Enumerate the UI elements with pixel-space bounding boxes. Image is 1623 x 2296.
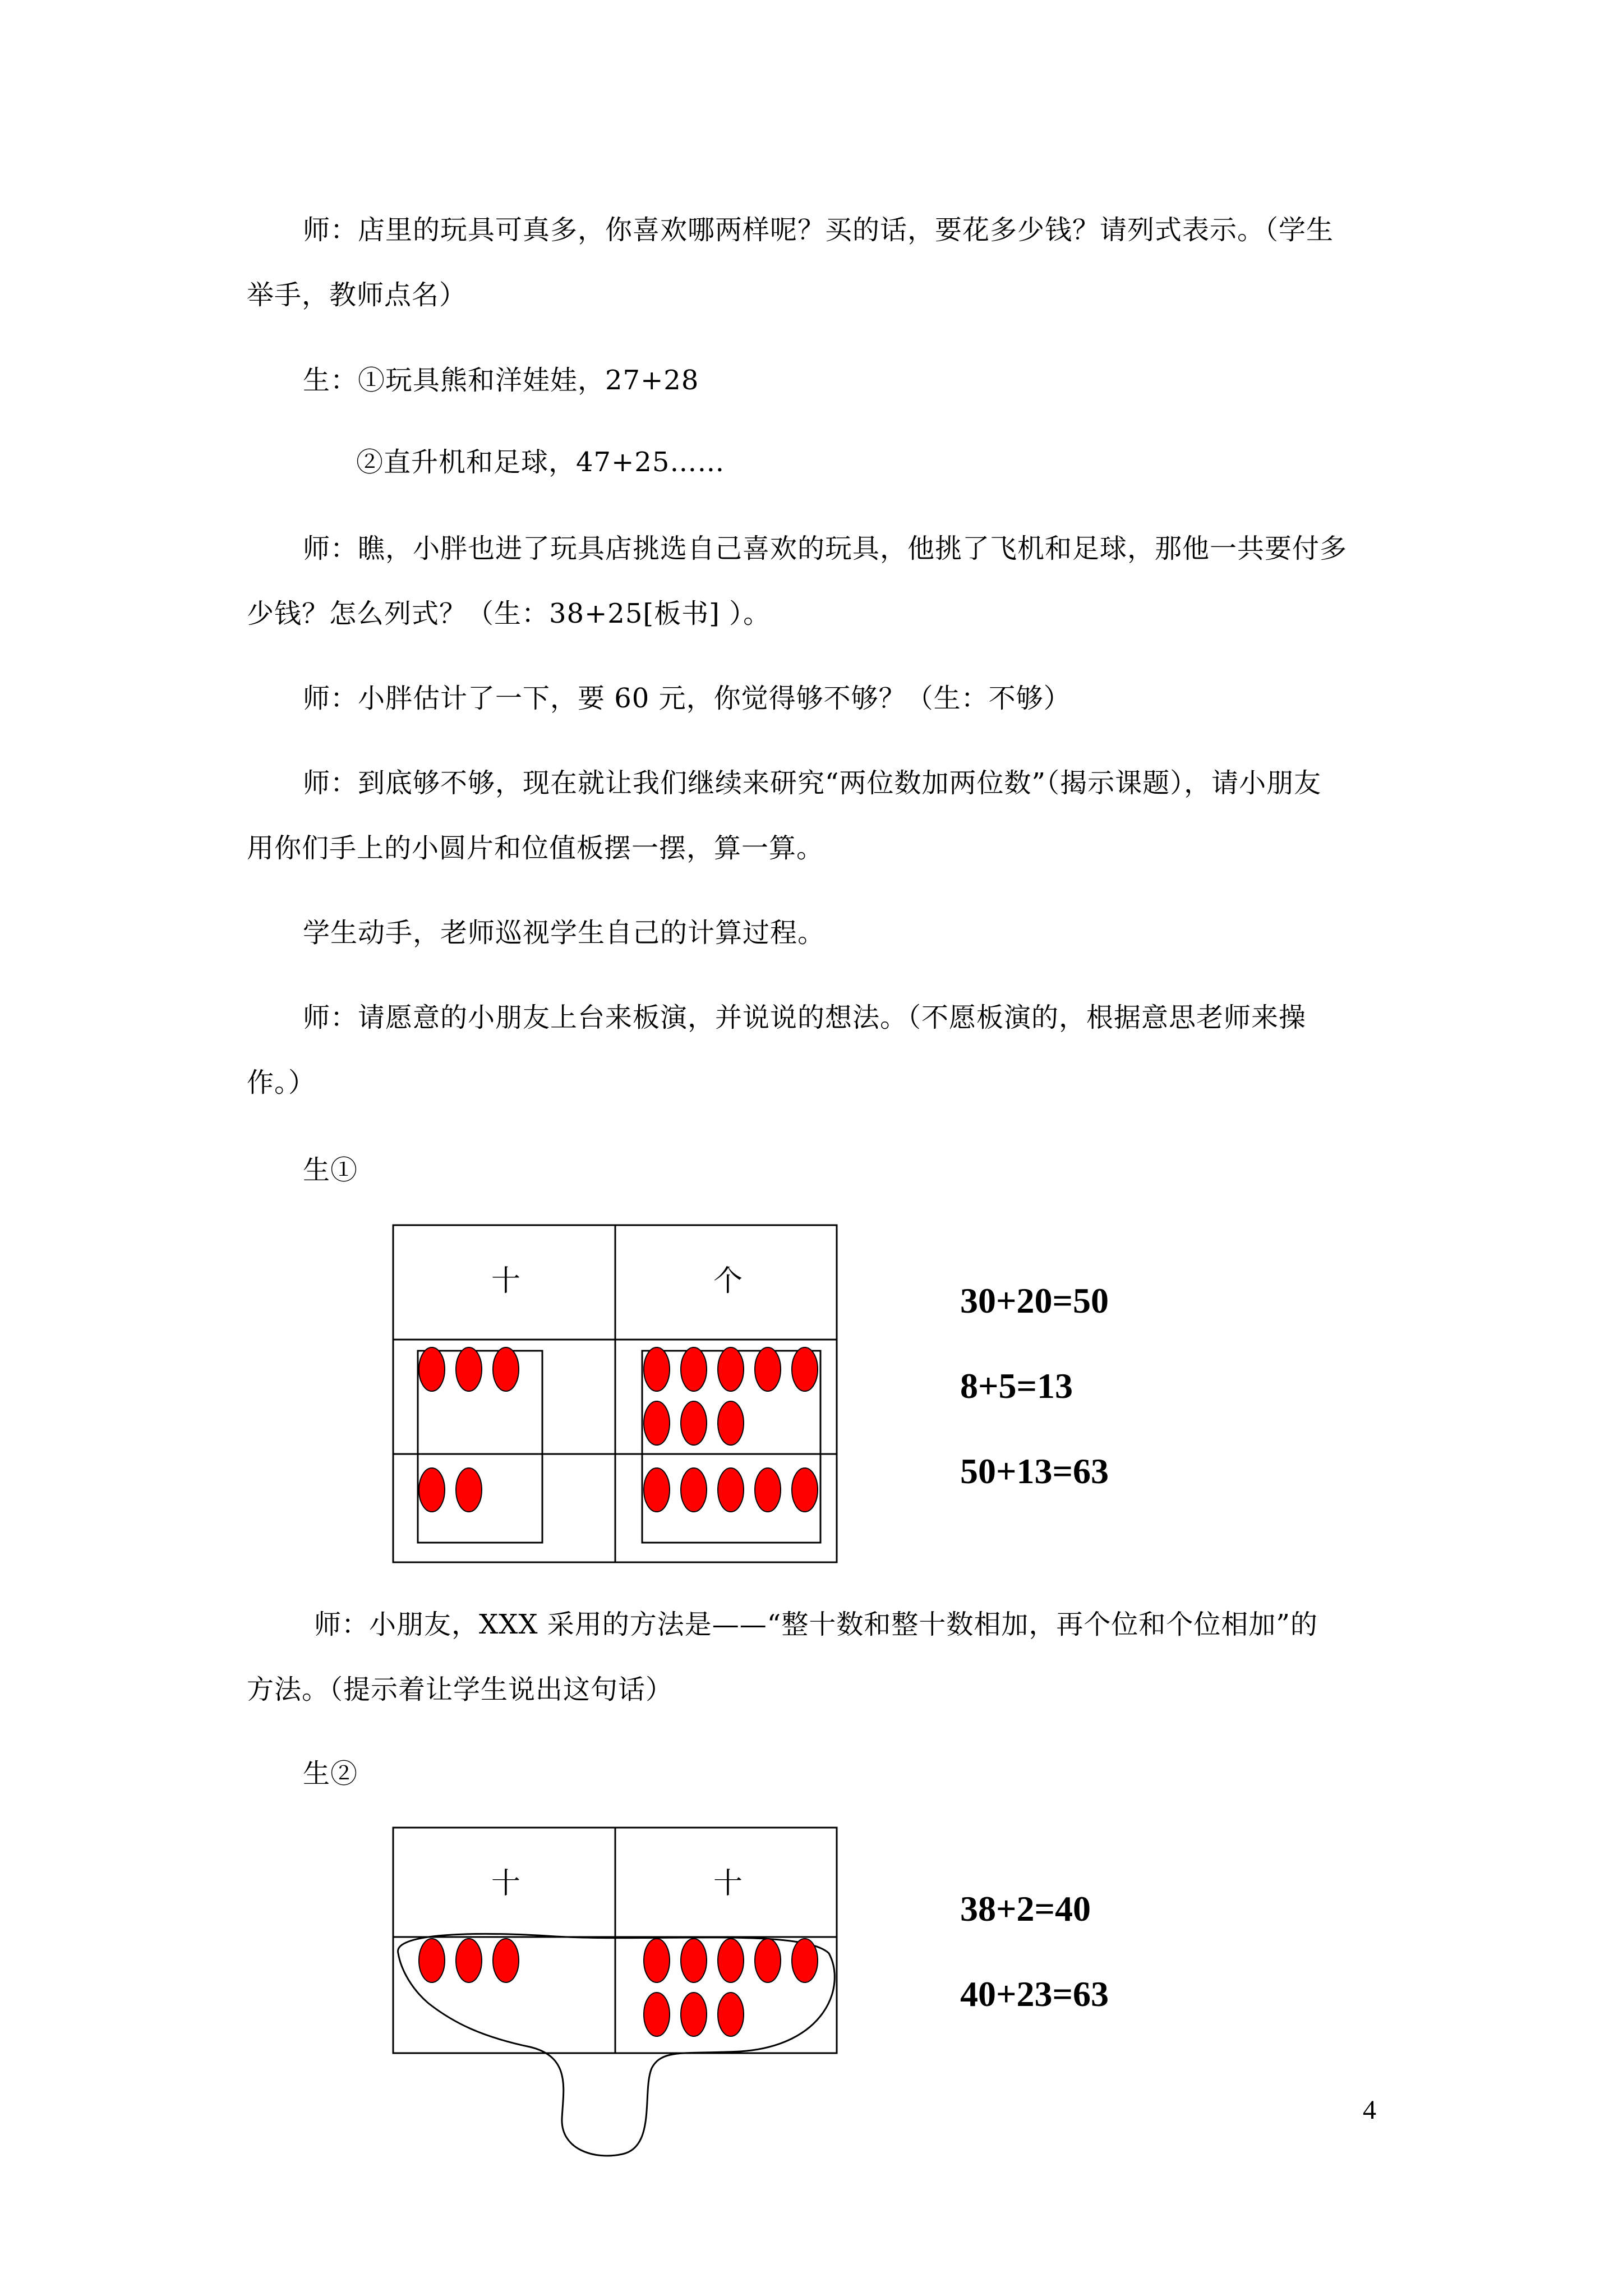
counter-disc bbox=[493, 1347, 519, 1391]
tens-column-header: 十 bbox=[491, 1867, 521, 1901]
counter-disc bbox=[792, 1347, 818, 1391]
paragraph-1 bbox=[247, 197, 1391, 328]
equation: 8+5=13 bbox=[960, 1366, 1073, 1406]
counter-disc bbox=[681, 1347, 707, 1391]
equation: 30+20=50 bbox=[960, 1281, 1109, 1320]
counter-disc bbox=[755, 1939, 781, 1982]
place-value-board-1-frame bbox=[393, 1225, 837, 1563]
paragraph-line: 作。） bbox=[247, 1067, 316, 1098]
counter-disc bbox=[718, 1347, 744, 1391]
paragraph-line: 师：小胖估计了一下，要 60 元，你觉得够不够？（生：不够） bbox=[303, 683, 1071, 714]
counter-disc bbox=[644, 1347, 670, 1391]
ones-column-header: 个 bbox=[713, 1264, 743, 1298]
paragraph-line: 生① bbox=[303, 1154, 358, 1186]
counter-disc bbox=[718, 1939, 744, 1982]
counter-disc bbox=[644, 1468, 670, 1512]
paragraph-line: 师：到底够不够，现在就让我们继续来研究“两位数加两位数”（揭示课题），请小朋友 bbox=[303, 767, 1322, 799]
paragraph-5 bbox=[247, 666, 1391, 731]
counter-disc bbox=[681, 1468, 707, 1512]
paragraph-line: 少钱？怎么列式？（生：38+25[板书] ）。 bbox=[247, 598, 771, 629]
counter-disc bbox=[644, 1939, 670, 1982]
equation: 40+23=63 bbox=[960, 1974, 1109, 2014]
paragraph-line: 举手，教师点名） bbox=[247, 279, 467, 311]
equation: 38+2=40 bbox=[960, 1889, 1091, 1929]
counter-disc bbox=[718, 1468, 744, 1512]
paragraph-7 bbox=[247, 900, 1391, 965]
counter-group bbox=[419, 1347, 818, 1512]
counter-disc bbox=[755, 1468, 781, 1512]
counter-disc bbox=[456, 1347, 482, 1391]
paragraph-line: 生② bbox=[303, 1758, 358, 1789]
paragraph-line: 师：小朋友，XXX 采用的方法是——“整十数和整十数相加，再个位和个位相加”的 bbox=[314, 1609, 1318, 1640]
counter-disc bbox=[493, 1939, 519, 1982]
counter-disc bbox=[419, 1468, 445, 1512]
paragraph-11 bbox=[247, 1741, 1391, 1806]
paragraph-6 bbox=[247, 751, 1391, 881]
paragraph-line: 用你们手上的小圆片和位值板摆一摆，算一算。 bbox=[247, 832, 824, 864]
counter-group bbox=[419, 1939, 818, 2036]
page-number: 4 bbox=[1363, 2095, 1376, 2125]
counter-disc bbox=[792, 1939, 818, 1982]
paragraph-line: ②直升机和足球，47+25…… bbox=[356, 447, 725, 478]
paragraph-line: 方法。（提示着让学生说出这句话） bbox=[247, 1674, 674, 1705]
counter-disc bbox=[419, 1347, 445, 1391]
counter-disc bbox=[681, 1939, 707, 1982]
paragraph-line: 生：①玩具熊和洋娃娃，27+28 bbox=[303, 365, 699, 396]
paragraph-line: 师：店里的玩具可真多，你喜欢哪两样呢？买的话，要花多少钱？请列式表示。（学生 bbox=[303, 214, 1334, 246]
paragraph-2 bbox=[247, 348, 1391, 413]
counter-disc bbox=[755, 1347, 781, 1391]
counter-disc bbox=[718, 1401, 744, 1445]
counter-disc bbox=[792, 1468, 818, 1512]
paragraph-8 bbox=[247, 985, 1391, 1115]
equation: 50+13=63 bbox=[960, 1451, 1109, 1491]
counter-disc bbox=[456, 1468, 482, 1512]
counter-disc bbox=[644, 1401, 670, 1445]
counter-disc bbox=[681, 1401, 707, 1445]
paragraph-3 bbox=[247, 430, 1391, 495]
paragraph-line: 师：请愿意的小朋友上台来板演，并说说的想法。（不愿板演的，根据意思老师来操 bbox=[303, 1002, 1307, 1033]
paragraph-9 bbox=[247, 1138, 1391, 1203]
paragraph-4 bbox=[247, 516, 1391, 646]
counter-disc bbox=[456, 1939, 482, 1982]
place-value-board-1 bbox=[393, 1225, 837, 1563]
tens-column-header: 十 bbox=[491, 1264, 521, 1298]
ones-column-header: 十 bbox=[713, 1867, 743, 1901]
place-value-board-2-frame bbox=[393, 1827, 837, 2164]
counter-disc bbox=[681, 1993, 707, 2036]
paragraph-line: 师：瞧，小胖也进了玩具店挑选自己喜欢的玩具，他挑了飞机和足球，那他一共要付多 bbox=[303, 533, 1348, 564]
paragraph-10 bbox=[247, 1592, 1391, 1722]
counter-disc bbox=[419, 1939, 445, 1982]
counter-disc bbox=[718, 1993, 744, 2036]
counter-disc bbox=[644, 1993, 670, 2036]
place-value-board-2 bbox=[393, 1827, 837, 2164]
paragraph-line: 学生动手，老师巡视学生自己的计算过程。 bbox=[303, 917, 826, 949]
